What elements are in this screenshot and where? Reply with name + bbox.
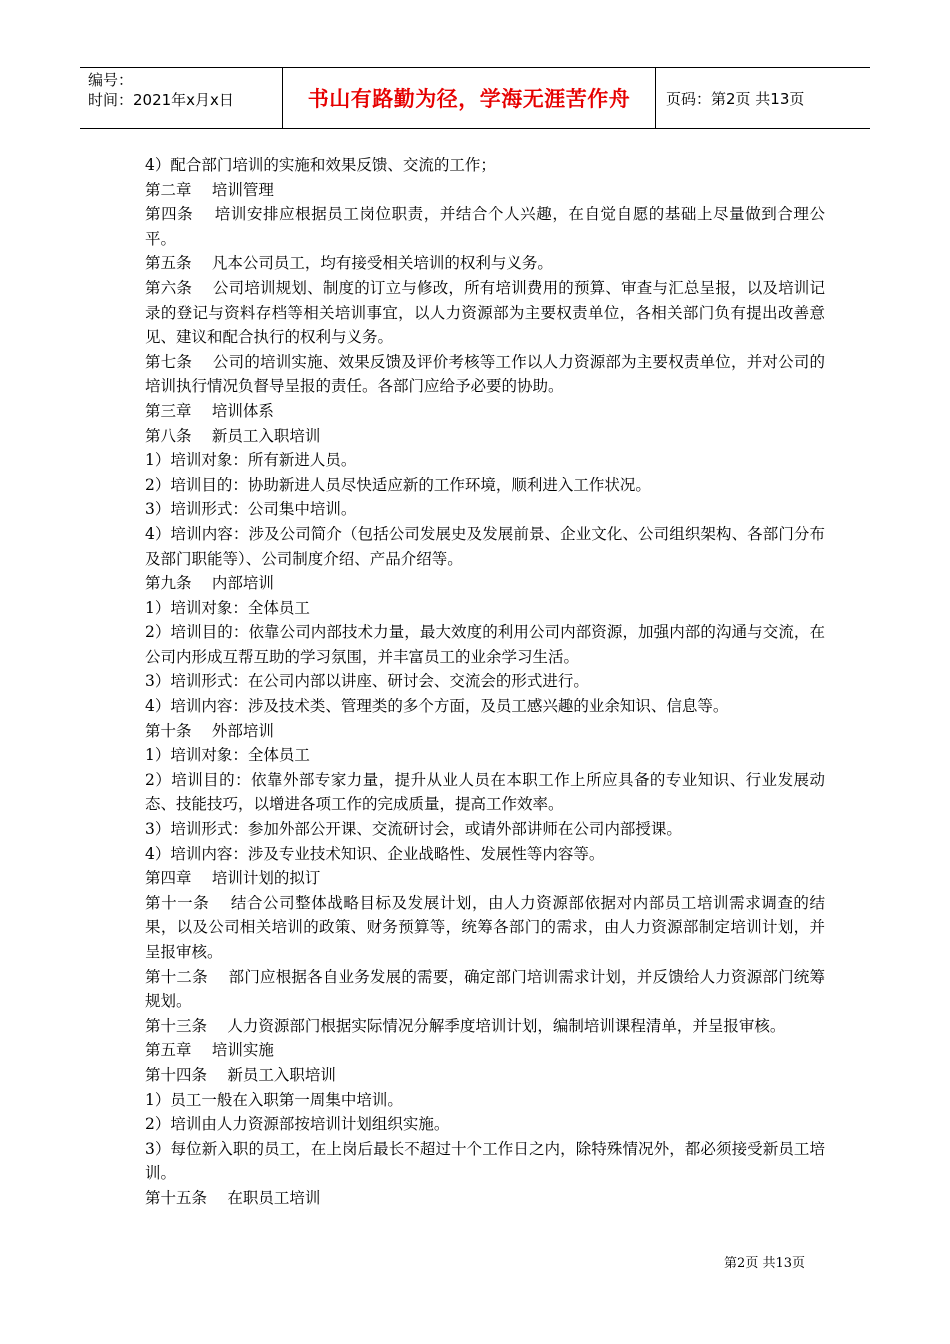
paragraph: 4）配合部门培训的实施和效果反馈、交流的工作；: [145, 156, 496, 174]
list-item: 3）培训形式：公司集中培训。: [145, 500, 357, 519]
list-item: 1）培训对象：全体员工: [145, 598, 310, 617]
chapter-heading: 第四章 培训计划的拟订: [145, 869, 321, 888]
list-item: 2）培训目的：依靠公司内部技术力量，最大效度的利用公司内部资源，加强内部的沟通与交流，在公司内形成互帮互助的学习氛围，并丰富员工的业余学习生活。: [145, 623, 825, 666]
document-number-label: 编号：: [88, 71, 134, 89]
list-item: 2）培训目的：协助新进人员尽快适应新的工作环境，顺利进入工作状况。: [145, 475, 651, 494]
list-item: 4）培训内容：涉及公司简介（包括公司发展史及发展前景、企业文化、公司组织架构、各部门分布及部门职能等）、公司制度介绍、产品介绍等。: [145, 524, 825, 568]
chapter-heading: 第三章 培训体系: [145, 401, 274, 420]
article-paragraph: 第十二条 部门应根据各自业务发展的需要，确定部门培训需求计划，并反馈给人力资源部门统筹规划。: [145, 967, 825, 1011]
header-page-number: 页码：第2页 共13页: [666, 89, 805, 108]
header-motto: 书山有路勤为径，学海无涯苦作舟: [282, 68, 656, 128]
list-item: 1）员工一般在入职第一周集中培训。: [145, 1090, 403, 1109]
article-heading: 第九条 内部培训: [145, 574, 274, 593]
list-item: 2）培训由人力资源部按培训计划组织实施。: [145, 1115, 450, 1134]
article-paragraph: 第五条 凡本公司员工，均有接受相关培训的权利与义务。: [145, 254, 553, 273]
document-body: [145, 153, 825, 1211]
article-heading: 第十条 外部培训: [145, 721, 274, 740]
list-item: 3）每位新入职的员工，在上岗后最长不超过十个工作日之内，除特殊情况外，都必须接受新员工培训。: [145, 1139, 825, 1183]
page-header: [80, 67, 870, 129]
list-item: 4）培训内容：涉及专业技术知识、企业战略性、发展性等内容等。: [145, 844, 605, 863]
article-heading: 第八条 新员工入职培训: [145, 426, 321, 445]
chapter-heading: 第二章 培训管理: [145, 180, 274, 199]
document-date-label: 时间：2021年x月x日: [88, 91, 234, 109]
list-item: 1）培训对象：所有新进人员。: [145, 451, 357, 470]
list-item: 3）培训形式：参加外部公开课、交流研讨会，或请外部讲师在公司内部授课。: [145, 820, 682, 839]
article-paragraph: 第四条 培训安排应根据员工岗位职责，并结合个人兴趣，在自觉自愿的基础上尽量做到合理公平。: [145, 205, 825, 248]
list-item: 3）培训形式：在公司内部以讲座、研讨会、交流会的形式进行。: [145, 672, 589, 691]
list-item: 4）培训内容：涉及技术类、管理类的多个方面，及员工感兴趣的业余知识、信息等。: [145, 697, 729, 716]
list-item: 2）培训目的：依靠外部专家力量，提升从业人员在本职工作上所应具备的专业知识、行业发展动态、技能技巧，以增进各项工作的完成质量，提高工作效率。: [145, 770, 825, 814]
article-paragraph: 第十一条 结合公司整体战略目标及发展计划，由人力资源部依据对内部员工培训需求调查的结果，以及公司相关培训的政策、财务预算等，统筹各部门的需求，由人力资源部制定培训计划，并呈报审核。: [145, 893, 825, 961]
chapter-heading: 第五章 培训实施: [145, 1041, 274, 1060]
list-item: 1）培训对象：全体员工: [145, 746, 310, 765]
article-heading: 第十五条 在职员工培训: [145, 1188, 321, 1207]
article-paragraph: 第七条 公司的培训实施、效果反馈及评价考核等工作以人力资源部为主要权责单位，并对公司的培训执行情况负督导呈报的责任。各部门应给予必要的协助。: [145, 352, 825, 396]
page-footer: 第2页 共13页: [724, 1256, 805, 1271]
article-heading: 第十四条 新员工入职培训: [145, 1065, 336, 1084]
header-meta: [80, 68, 282, 128]
article-paragraph: 第十三条 人力资源部门根据实际情况分解季度培训计划，编制培训课程清单，并呈报审核。: [145, 1016, 786, 1035]
article-paragraph: 第六条 公司培训规划、制度的订立与修改，所有培训费用的预算、审查与汇总呈报，以及培训记录的登记与资料存档等相关培训事宜，以人力资源部为主要权责单位，各相关部门负有提出改善意见、建议和配合执行的权利与义务。: [145, 278, 825, 347]
